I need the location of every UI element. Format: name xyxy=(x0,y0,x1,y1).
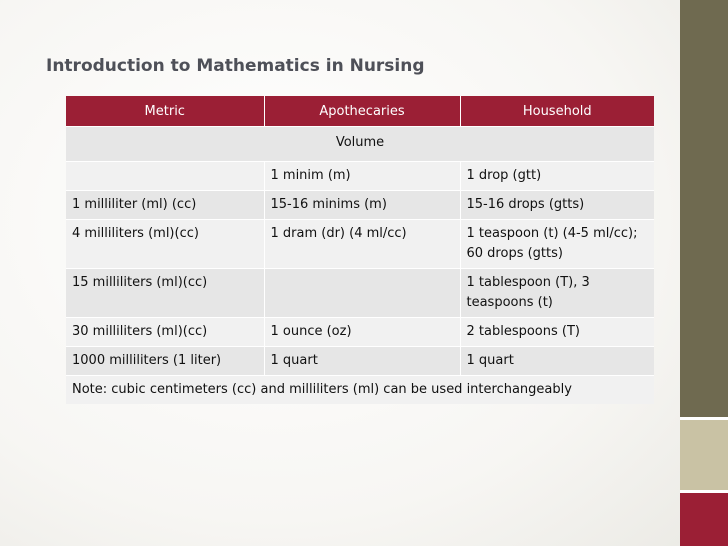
cell-metric: 30 milliliters (ml)(cc) xyxy=(66,318,264,347)
cell-apothecaries: 1 quart xyxy=(264,347,460,376)
cell-metric: 1000 milliliters (1 liter) xyxy=(66,347,264,376)
table-row xyxy=(66,162,654,191)
header-household: Household xyxy=(460,96,654,127)
cell-metric: 4 milliliters (ml)(cc) xyxy=(66,220,264,269)
cell-apothecaries: 15-16 minims (m) xyxy=(264,191,460,220)
table-row xyxy=(66,269,654,318)
cell-apothecaries xyxy=(264,269,460,318)
cell-household: 2 tablespoons (T) xyxy=(460,318,654,347)
table-row xyxy=(66,220,654,269)
cell-metric xyxy=(66,162,264,191)
section-label: Volume xyxy=(66,127,654,162)
table-row xyxy=(66,347,654,376)
section-row-volume xyxy=(66,127,654,162)
side-bar-tan xyxy=(680,420,728,490)
cell-household: 1 teaspoon (t) (4-5 ml/cc); 60 drops (gtts) xyxy=(460,220,654,269)
header-apothecaries: Apothecaries xyxy=(264,96,460,127)
cell-metric: 15 milliliters (ml)(cc) xyxy=(66,269,264,318)
measurement-table xyxy=(66,96,654,404)
table-row xyxy=(66,191,654,220)
table-note: Note: cubic centimeters (cc) and milliliters (ml) can be used interchangeably xyxy=(66,376,654,405)
side-bar-red xyxy=(680,493,728,546)
cell-apothecaries: 1 dram (dr) (4 ml/cc) xyxy=(264,220,460,269)
cell-household: 15-16 drops (gtts) xyxy=(460,191,654,220)
cell-household: 1 drop (gtt) xyxy=(460,162,654,191)
slide-title: Introduction to Mathematics in Nursing xyxy=(46,56,425,76)
cell-apothecaries: 1 minim (m) xyxy=(264,162,460,191)
cell-household: 1 tablespoon (T), 3 teaspoons (t) xyxy=(460,269,654,318)
table-row xyxy=(66,318,654,347)
table-header-row xyxy=(66,96,654,127)
note-row xyxy=(66,376,654,405)
cell-metric: 1 milliliter (ml) (cc) xyxy=(66,191,264,220)
header-metric: Metric xyxy=(66,96,264,127)
cell-household: 1 quart xyxy=(460,347,654,376)
side-bar-olive xyxy=(680,0,728,417)
cell-apothecaries: 1 ounce (oz) xyxy=(264,318,460,347)
